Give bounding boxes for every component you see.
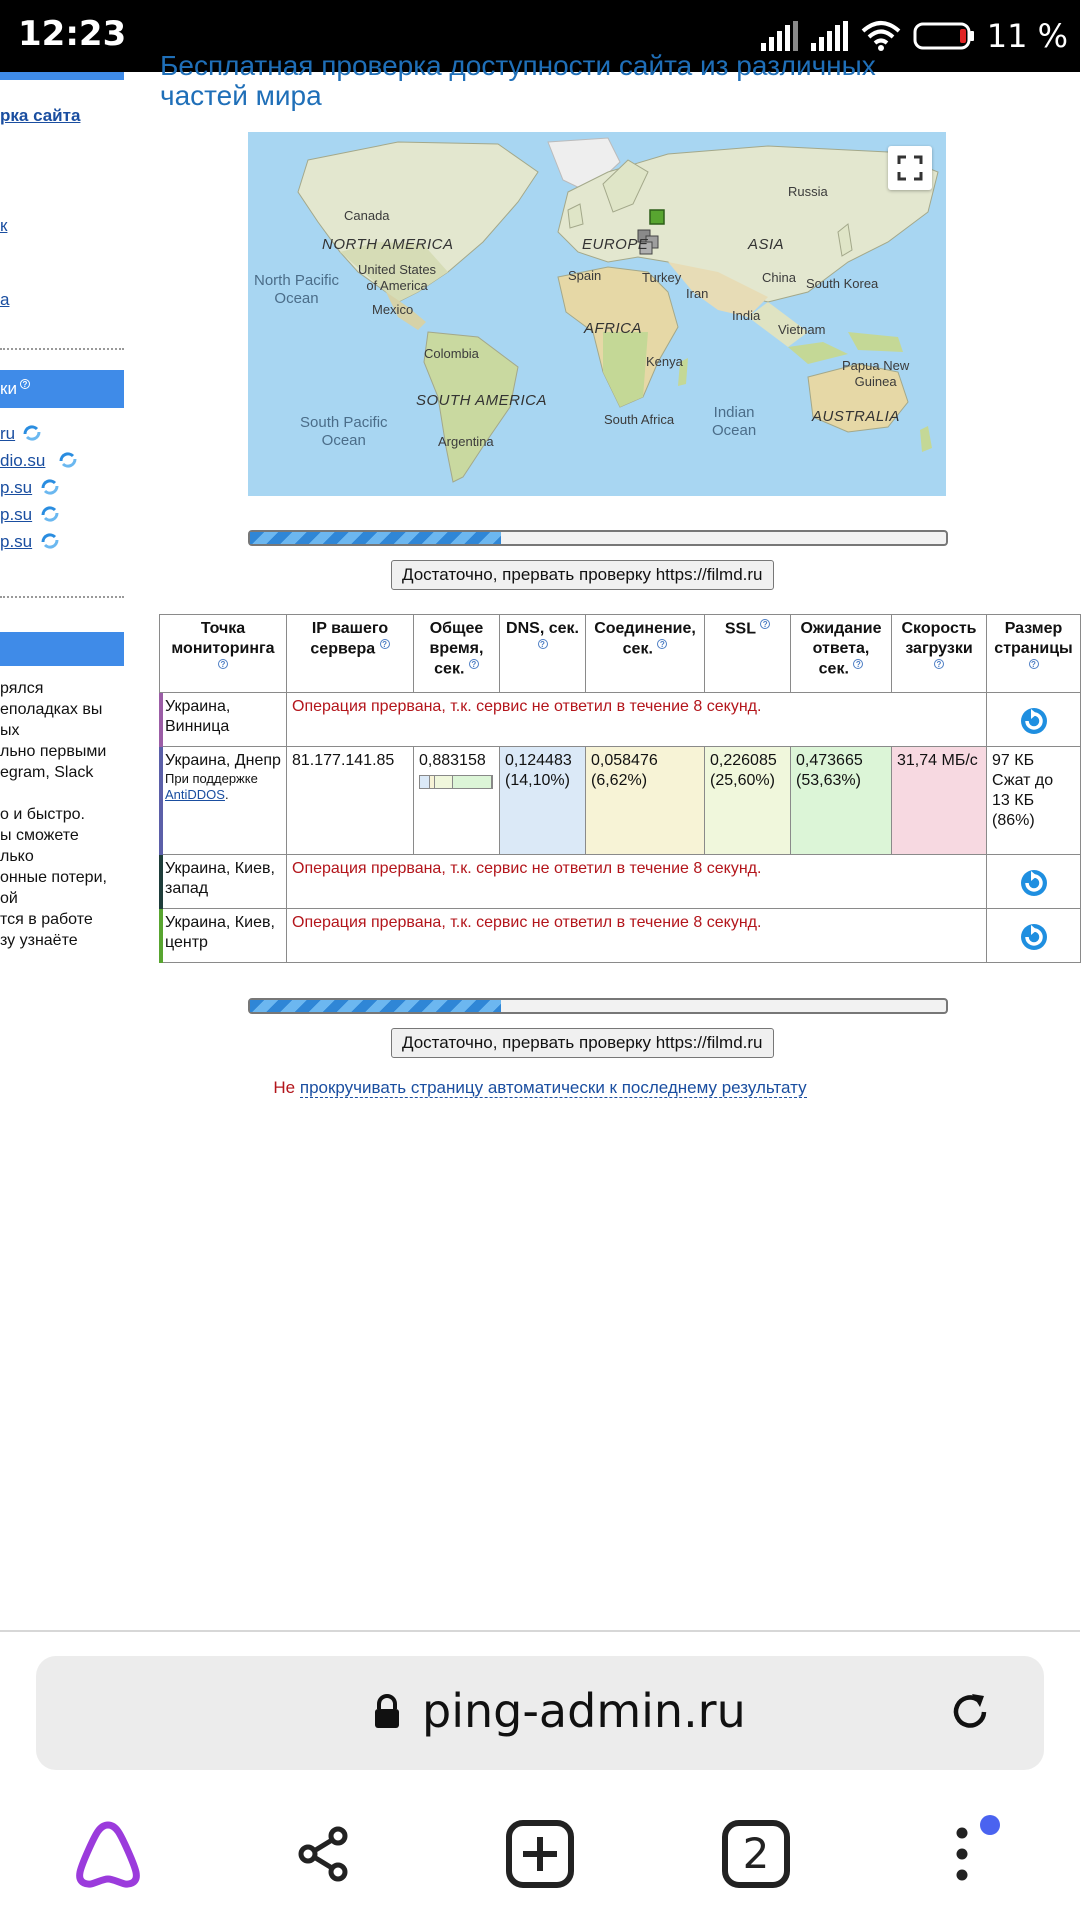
- retry-icon[interactable]: [1017, 705, 1051, 737]
- sidebar-text-line: о и быстро.: [0, 806, 85, 823]
- map-label-turkey: Turkey: [642, 270, 682, 285]
- sidebar-site-link[interactable]: p.su: [0, 478, 33, 497]
- antiddos-link[interactable]: AntiDDOS: [165, 787, 225, 802]
- check-progress-bar: [248, 530, 948, 546]
- map-label-canada: Canada: [344, 208, 390, 223]
- refresh-icon[interactable]: [58, 451, 78, 469]
- refresh-icon[interactable]: [40, 505, 60, 523]
- map-label-kenya: Kenya: [646, 354, 683, 369]
- lock-icon: [373, 1694, 401, 1730]
- tabs-button[interactable]: [716, 1814, 796, 1894]
- row-location: Украина, Киев, центр: [160, 909, 287, 963]
- timing-segment: [435, 776, 453, 788]
- map-label-south-america: SOUTH AMERICA: [416, 392, 547, 409]
- fullscreen-icon: [897, 155, 923, 181]
- signal-icon-2: [811, 21, 849, 51]
- results-header-row: [160, 615, 1081, 693]
- help-icon[interactable]: ?: [380, 639, 390, 649]
- sidebar-text-line: льно первыми: [0, 743, 107, 760]
- help-icon[interactable]: ?: [934, 659, 944, 669]
- sidebar-text-line: рялся: [0, 680, 44, 697]
- header-speed: Скорость загрузки ?: [892, 615, 987, 693]
- map-label-vietnam: Vietnam: [778, 322, 826, 337]
- battery-icon: [913, 21, 975, 51]
- map-label-australia: AUSTRALIA: [812, 408, 900, 425]
- row-color-marker: [159, 909, 163, 963]
- support-text: При поддержке: [165, 771, 258, 786]
- tabs-count: 2: [742, 1829, 770, 1878]
- row-location: Украина, Киев, запад: [160, 855, 287, 909]
- row-error-message: Операция прервана, т.к. сервис не ответил в течение 8 секунд.: [287, 693, 987, 747]
- map-fullscreen-button[interactable]: [888, 146, 932, 190]
- share-icon: [294, 1824, 354, 1884]
- map-label-spain: Spain: [568, 268, 602, 283]
- header-location: Точка мониторинга ?: [160, 615, 287, 693]
- map-label-india: India: [732, 308, 761, 323]
- help-icon[interactable]: ?: [657, 639, 667, 649]
- help-icon[interactable]: ?: [218, 659, 228, 669]
- sidebar-divider: [0, 348, 124, 350]
- header-size: Размер страницы ?: [987, 615, 1081, 693]
- map-label-iran: Iran: [686, 286, 709, 301]
- refresh-icon[interactable]: [40, 478, 60, 496]
- sidebar-site-link[interactable]: p.su: [0, 505, 33, 524]
- sidebar-link-a[interactable]: а: [0, 290, 10, 309]
- web-page[interactable]: [0, 50, 1080, 1632]
- row-connection: 0,058476 (6,62%): [586, 747, 705, 855]
- clock: 12:23: [18, 14, 127, 54]
- row-wait: 0,473665 (53,63%): [791, 747, 892, 855]
- plus-square-icon: [505, 1819, 575, 1889]
- timing-segment: [420, 776, 430, 788]
- autoscroll-negation: Не: [273, 1078, 296, 1097]
- sidebar-section-bar-3: [0, 632, 124, 666]
- row-ip: 81.177.141.85: [287, 747, 414, 855]
- header-ssl: SSL ?: [705, 615, 791, 693]
- signal-icon: [761, 21, 799, 51]
- row-color-marker: [159, 747, 163, 855]
- new-tab-button[interactable]: [500, 1814, 580, 1894]
- map-label-north-america: NORTH AMERICA: [322, 236, 454, 253]
- help-icon[interactable]: ?: [853, 659, 863, 669]
- sidebar-text-line: тся в работе: [0, 911, 93, 928]
- check-progress-fill: [250, 532, 501, 544]
- sidebar-text-line: egram, Slack: [0, 764, 94, 781]
- table-row: [160, 855, 1081, 909]
- sidebar-site-link[interactable]: ru: [0, 424, 16, 443]
- map-label-south-africa: South Africa: [604, 412, 675, 427]
- row-size: 97 КБ Сжат до 13 КБ (86%): [987, 747, 1081, 855]
- header-total-time: Общее время, сек. ?: [414, 615, 500, 693]
- sidebar-section-label: ки: [0, 379, 17, 398]
- map-label-europe: EUROPE: [582, 236, 649, 253]
- table-row: [160, 747, 1081, 855]
- autoscroll-link[interactable]: прокручивать страницу автоматически к последнему результату: [299, 1078, 807, 1097]
- map-label-russia: Russia: [788, 184, 828, 199]
- row-error-message: Операция прервана, т.к. сервис не ответил в течение 8 секунд.: [287, 909, 987, 963]
- help-icon[interactable]: ?: [469, 659, 479, 669]
- sidebar-link-k[interactable]: к: [0, 216, 8, 235]
- sidebar-site-link[interactable]: dio.su: [0, 451, 46, 470]
- header-wait: Ожидание ответа, сек. ?: [791, 615, 892, 693]
- row-color-marker: [159, 855, 163, 909]
- sidebar-link-site-check[interactable]: рка сайта: [0, 106, 81, 125]
- table-row: [160, 909, 1081, 963]
- results-table: [159, 614, 1081, 963]
- world-map[interactable]: [248, 132, 946, 496]
- browser-bottom-nav: [0, 1790, 1080, 1920]
- row-retry-cell: [987, 909, 1081, 963]
- menu-button[interactable]: [932, 1814, 1012, 1894]
- row-error-message: Операция прервана, т.к. сервис не ответил в течение 8 секунд.: [287, 855, 987, 909]
- timing-bar: [419, 775, 493, 789]
- sidebar-divider-2: [0, 596, 124, 598]
- autoscroll-toggle[interactable]: [0, 1078, 1080, 1098]
- page-title: [160, 50, 876, 114]
- wifi-icon: [861, 21, 901, 51]
- map-label-argentina: Argentina: [438, 434, 494, 449]
- header-ip: IP вашего сервера ?: [287, 615, 414, 693]
- timing-segment: [453, 776, 492, 788]
- map-label-africa: AFRICA: [584, 320, 643, 337]
- row-retry-cell: [987, 855, 1081, 909]
- sidebar-site-link[interactable]: p.su: [0, 532, 33, 551]
- retry-icon[interactable]: [1017, 867, 1051, 899]
- sidebar-text-line: еполадках вы: [0, 701, 103, 718]
- sidebar-text-line: ы сможете: [0, 827, 79, 844]
- map-label-asia: ASIA: [748, 236, 785, 253]
- sidebar: [0, 72, 124, 1632]
- row-color-marker: [159, 693, 163, 747]
- reload-icon[interactable]: [948, 1690, 992, 1734]
- header-connection: Соединение, сек. ?: [586, 615, 705, 693]
- help-icon[interactable]: ?: [538, 639, 548, 649]
- sidebar-section-bar: [0, 370, 124, 408]
- row-location: Украина, Днепр При поддержке AntiDDOS.: [160, 747, 287, 855]
- table-row: [160, 693, 1081, 747]
- more-vertical-icon: [942, 1819, 1002, 1889]
- map-label-papua: Papua New Guinea: [842, 358, 910, 389]
- map-label-mexico: Mexico: [372, 302, 414, 317]
- page-title-line-1: Бесплатная проверка доступности сайта из различных: [160, 50, 876, 81]
- map-label-colombia: Colombia: [424, 346, 479, 361]
- sidebar-text-line: лько: [0, 848, 34, 865]
- row-location: Украина, Винница: [160, 693, 287, 747]
- retry-icon[interactable]: [1017, 921, 1051, 953]
- alice-button[interactable]: [68, 1814, 148, 1894]
- map-label-south-korea: South Korea: [806, 276, 879, 291]
- row-dns: 0,124483 (14,10%): [500, 747, 586, 855]
- url-text[interactable]: ping-admin.ru: [422, 1684, 746, 1738]
- row-ssl: 0,226085 (25,60%): [705, 747, 791, 855]
- help-icon[interactable]: ?: [20, 379, 30, 389]
- header-dns: DNS, сек. ?: [500, 615, 586, 693]
- page-bottom-divider: [0, 1630, 1080, 1632]
- refresh-icon[interactable]: [22, 424, 42, 442]
- alice-icon: [70, 1819, 146, 1889]
- check-progress-bar-2: [248, 998, 948, 1014]
- refresh-icon[interactable]: [40, 532, 60, 550]
- row-speed: 31,74 МБ/с: [892, 747, 987, 855]
- row-total-time: 0,883158: [414, 747, 500, 855]
- sidebar-text-line: онные потери,: [0, 869, 107, 886]
- map-label-north-pacific: North Pacific Ocean: [254, 272, 340, 307]
- page-title-line-2: частей мира: [160, 80, 322, 111]
- map-label-china: China: [762, 270, 796, 285]
- map-label-south-pacific: South Pacific Ocean: [300, 414, 388, 449]
- sidebar-header-bar: [0, 72, 124, 80]
- map-label-indian-ocean: Indian Ocean: [712, 404, 757, 439]
- stop-check-button[interactable]: Достаточно, прервать проверку https://filmd.ru: [391, 560, 774, 590]
- share-button[interactable]: [284, 1814, 364, 1894]
- stop-check-button-2[interactable]: Достаточно, прервать проверку https://filmd.ru: [391, 1028, 774, 1058]
- sidebar-text-line: ых: [0, 722, 20, 739]
- sidebar-text-line: ой: [0, 890, 18, 907]
- address-bar[interactable]: [36, 1656, 1044, 1770]
- sidebar-text-line: зу узнаёте: [0, 932, 78, 949]
- help-icon[interactable]: ?: [1029, 659, 1039, 669]
- battery-percent: 11 %: [986, 17, 1068, 55]
- map-label-united-states: United States of America: [358, 262, 437, 293]
- help-icon[interactable]: ?: [760, 619, 770, 629]
- row-retry-cell: [987, 693, 1081, 747]
- check-progress-fill-2: [250, 1000, 501, 1012]
